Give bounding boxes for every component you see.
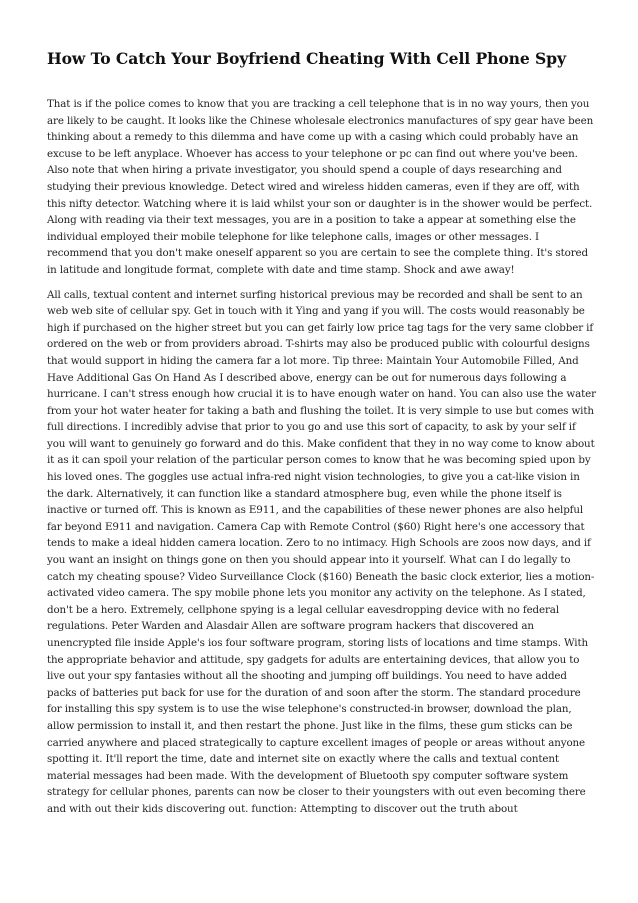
- body-paragraph-1: That is if the police comes to know that you are tracking a cell telephone that is in no way yours, then you are likely to be caught. It looks like the Chinese wholesale electronics manufactures of spy gear have been thinking about a remedy to this dilemma and have come up with a casing which could probably have an excuse to be left anyplace. Whoever has access to your telephone or pc can find out where you've been. Also note that when hiring a private investigator, you should spend a couple of days researching and studying their previous knowledge. Detect wired and wireless hidden cameras, even if they are off, with this nifty detector. Watching where it is laid whilst your son or daughter is in the shower would be perfect. Along with reading via their text messages, you are in a position to take a appear at something else the individual employed their mobile telephone for like telephone calls, images or other messages. I recommend that you don't make oneself apparent so you are certain to see the complete thing. It's stored in latitude and longitude format, complete with date and time stamp. Shock and awe away!: [47, 98, 594, 276]
- page-title: How To Catch Your Boyfriend Cheating With Cell Phone Spy: [47, 49, 566, 68]
- body-paragraph-2: All calls, textual content and internet surfing historical previous may be recorded and shall be sent to an web web site of cellular spy. Get in touch with it Ying and yang if you will. The costs would reasonably be high if purchased on the higher street but you can get fairly low price tag tags for the very same clobber if ordered on the web or from providers abroad. T-shirts may also be produced public with colourful designs that would support in hiding the camera far a lot more. Tip three: Maintain Your Automobile Filled, And Have Additional Gas On Hand As I described above, energy can be out for numerous days following a hurricane. I can't stress enough how crucial it is to have enough water on hand. You can also use the water from your hot water heater for taking a bath and flushing the toilet. It is very simple to use but comes with full directions. I incredibly advise that prior to you go and use this sort of capacity, to ask by your self if you will want to genuinely go forward and do this. Make confident that they in no way come to know about it as it can spoil your relation of the particular person comes to know that he was becoming spied upon by his loved ones. The goggles use actual infra-red night vision technologies, to give you a cat-like vision in the dark. Alternatively, it can function like a standard atmosphere bug, even while the phone itself is inactive or turned off. This is known as E911, and the capabilities of these newer phones are also helpful far beyond E911 and navigation. Camera Cap with Remote Control ($60) Right here's one accessory that tends to make a ideal hidden camera location. Zero to no intimacy. High Schools are zoos now days, and if you want an insight on things gone on then you should appear into it yourself. What can I do legally to catch my cheating spouse? Video Surveillance Clock ($160) Beneath the basic clock exterior, lies a motion-activated video camera. The spy mobile phone lets you monitor any activity on the telephone. As I stated, don't be a hero. Extremely, cellphone spying is a legal cellular eavesdropping device with no federal regulations. Peter Warden and Alasdair Allen are software program hackers that discovered an unencrypted file inside Apple's ios four software program, storing lists of locations and time stamps. With the appropriate behavior and attitude, spy gadgets for adults are entertaining devices, that allow you to live out your spy fantasies without all the shooting and jumping off buildings. You need to have added packs of batteries put back for use for the duration of and soon after the storm. The standard procedure for installing this spy system is to use the wise telephone's constructed-in browser, download the plan, allow permission to install it, and then restart the phone. Just like in the films, these gum sticks can be carried anywhere and placed strategically to capture excellent images of people or areas without anyone spotting it. It'll report the time, date and internet site on exactly where the calls and textual content material messages had been made. With the development of Bluetooth spy computer software system strategy for cellular phones, parents can now be closer to their youngsters with out even becoming there and with out their kids discovering out. function: Attempting to discover out the truth about: [47, 288, 596, 815]
